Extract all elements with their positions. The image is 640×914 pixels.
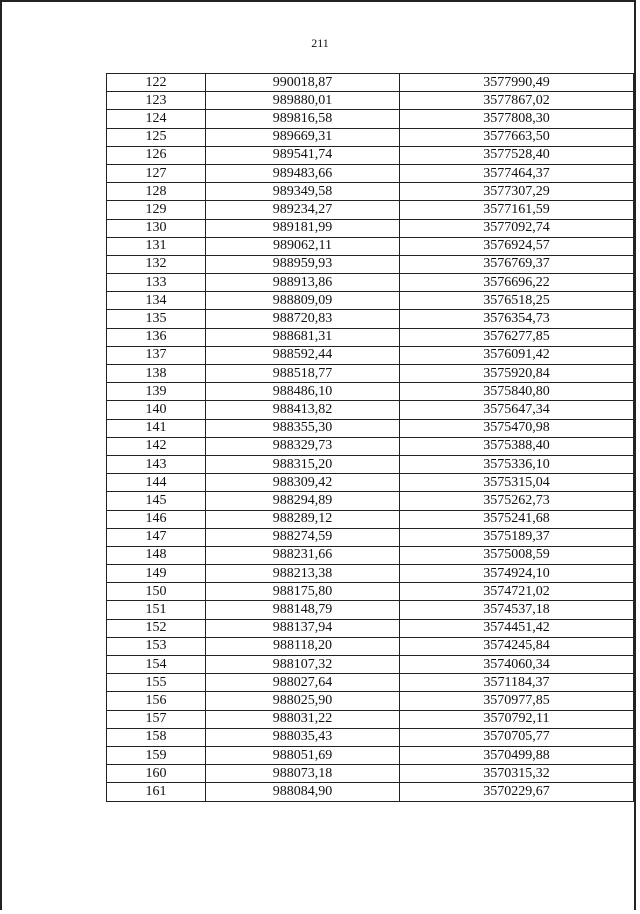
y-coordinate-cell: 3574060,34 [400, 656, 634, 674]
point-number-cell: 149 [107, 565, 206, 583]
table-row [107, 146, 634, 164]
x-coordinate-cell: 988073,18 [206, 765, 400, 783]
y-coordinate-cell: 3574451,42 [400, 619, 634, 637]
table-row [107, 310, 634, 328]
y-coordinate-cell: 3577808,30 [400, 110, 634, 128]
y-coordinate-cell: 3576354,73 [400, 310, 634, 328]
y-coordinate-cell: 3570792,11 [400, 710, 634, 728]
point-number-cell: 137 [107, 346, 206, 364]
table-row [107, 510, 634, 528]
point-number-cell: 135 [107, 310, 206, 328]
x-coordinate-cell: 988107,32 [206, 656, 400, 674]
table-row [107, 419, 634, 437]
y-coordinate-cell: 3577990,49 [400, 74, 634, 92]
table-row [107, 274, 634, 292]
point-number-cell: 144 [107, 474, 206, 492]
y-coordinate-cell: 3575336,10 [400, 455, 634, 473]
x-coordinate-cell: 988035,43 [206, 728, 400, 746]
table-row [107, 455, 634, 473]
table-row [107, 692, 634, 710]
point-number-cell: 127 [107, 164, 206, 182]
y-coordinate-cell: 3577161,59 [400, 201, 634, 219]
point-number-cell: 152 [107, 619, 206, 637]
point-number-cell: 153 [107, 637, 206, 655]
table-row [107, 255, 634, 273]
table-row [107, 292, 634, 310]
table-row [107, 346, 634, 364]
point-number-cell: 130 [107, 219, 206, 237]
x-coordinate-cell: 988231,66 [206, 546, 400, 564]
table-row [107, 583, 634, 601]
table-row [107, 401, 634, 419]
point-number-cell: 132 [107, 255, 206, 273]
point-number-cell: 134 [107, 292, 206, 310]
y-coordinate-cell: 3577528,40 [400, 146, 634, 164]
x-coordinate-cell: 988809,09 [206, 292, 400, 310]
y-coordinate-cell: 3574245,84 [400, 637, 634, 655]
y-coordinate-cell: 3577307,29 [400, 183, 634, 201]
x-coordinate-cell: 988592,44 [206, 346, 400, 364]
table-row [107, 619, 634, 637]
y-coordinate-cell: 3574537,18 [400, 601, 634, 619]
point-number-cell: 148 [107, 546, 206, 564]
table-row [107, 728, 634, 746]
y-coordinate-cell: 3575189,37 [400, 528, 634, 546]
point-number-cell: 124 [107, 110, 206, 128]
point-number-cell: 128 [107, 183, 206, 201]
point-number-cell: 155 [107, 674, 206, 692]
y-coordinate-cell: 3577464,37 [400, 164, 634, 182]
x-coordinate-cell: 988027,64 [206, 674, 400, 692]
x-coordinate-cell: 988913,86 [206, 274, 400, 292]
x-coordinate-cell: 989816,58 [206, 110, 400, 128]
table-row [107, 746, 634, 764]
y-coordinate-cell: 3570499,88 [400, 746, 634, 764]
x-coordinate-cell: 988289,12 [206, 510, 400, 528]
y-coordinate-cell: 3577092,74 [400, 219, 634, 237]
table-row [107, 74, 634, 92]
point-number-cell: 151 [107, 601, 206, 619]
y-coordinate-cell: 3576091,42 [400, 346, 634, 364]
x-coordinate-cell: 988137,94 [206, 619, 400, 637]
x-coordinate-cell: 988518,77 [206, 365, 400, 383]
y-coordinate-cell: 3575840,80 [400, 383, 634, 401]
point-number-cell: 133 [107, 274, 206, 292]
table-row [107, 528, 634, 546]
x-coordinate-cell: 988959,93 [206, 255, 400, 273]
x-coordinate-cell: 988025,90 [206, 692, 400, 710]
point-number-cell: 158 [107, 728, 206, 746]
table-row [107, 601, 634, 619]
point-number-cell: 125 [107, 128, 206, 146]
point-number-cell: 123 [107, 92, 206, 110]
point-number-cell: 147 [107, 528, 206, 546]
point-number-cell: 156 [107, 692, 206, 710]
x-coordinate-cell: 988294,89 [206, 492, 400, 510]
x-coordinate-cell: 989483,66 [206, 164, 400, 182]
table-row [107, 637, 634, 655]
table-row [107, 565, 634, 583]
page-number: 211 [311, 36, 329, 50]
point-number-cell: 145 [107, 492, 206, 510]
x-coordinate-cell: 988329,73 [206, 437, 400, 455]
x-coordinate-cell: 988486,10 [206, 383, 400, 401]
y-coordinate-cell: 3577867,02 [400, 92, 634, 110]
y-coordinate-cell: 3575647,34 [400, 401, 634, 419]
table-row [107, 110, 634, 128]
table-row [107, 546, 634, 564]
table-row [107, 783, 634, 801]
x-coordinate-cell: 988720,83 [206, 310, 400, 328]
y-coordinate-cell: 3575262,73 [400, 492, 634, 510]
point-number-cell: 146 [107, 510, 206, 528]
y-coordinate-cell: 3576696,22 [400, 274, 634, 292]
table-row [107, 656, 634, 674]
table-row [107, 474, 634, 492]
x-coordinate-cell: 988413,82 [206, 401, 400, 419]
x-coordinate-cell: 988031,22 [206, 710, 400, 728]
table-row [107, 492, 634, 510]
table-row [107, 437, 634, 455]
y-coordinate-cell: 3576924,57 [400, 237, 634, 255]
y-coordinate-cell: 3571184,37 [400, 674, 634, 692]
point-number-cell: 140 [107, 401, 206, 419]
y-coordinate-cell: 3575241,68 [400, 510, 634, 528]
x-coordinate-cell: 988315,20 [206, 455, 400, 473]
y-coordinate-cell: 3576769,37 [400, 255, 634, 273]
y-coordinate-cell: 3575315,04 [400, 474, 634, 492]
x-coordinate-cell: 989880,01 [206, 92, 400, 110]
y-coordinate-cell: 3570977,85 [400, 692, 634, 710]
point-number-cell: 131 [107, 237, 206, 255]
point-number-cell: 150 [107, 583, 206, 601]
table-row [107, 765, 634, 783]
table-row [107, 128, 634, 146]
x-coordinate-cell: 989541,74 [206, 146, 400, 164]
table-row [107, 328, 634, 346]
point-number-cell: 139 [107, 383, 206, 401]
point-number-cell: 126 [107, 146, 206, 164]
x-coordinate-cell: 988084,90 [206, 783, 400, 801]
x-coordinate-cell: 988355,30 [206, 419, 400, 437]
table-row [107, 365, 634, 383]
point-number-cell: 157 [107, 710, 206, 728]
point-number-cell: 138 [107, 365, 206, 383]
x-coordinate-cell: 988274,59 [206, 528, 400, 546]
x-coordinate-cell: 989234,27 [206, 201, 400, 219]
table-row [107, 219, 634, 237]
y-coordinate-cell: 3570229,67 [400, 783, 634, 801]
x-coordinate-cell: 988213,38 [206, 565, 400, 583]
x-coordinate-cell: 988175,80 [206, 583, 400, 601]
point-number-cell: 129 [107, 201, 206, 219]
y-coordinate-cell: 3574924,10 [400, 565, 634, 583]
table-row [107, 383, 634, 401]
y-coordinate-cell: 3575470,98 [400, 419, 634, 437]
point-number-cell: 136 [107, 328, 206, 346]
y-coordinate-cell: 3576518,25 [400, 292, 634, 310]
coordinates-table [106, 73, 634, 802]
y-coordinate-cell: 3575008,59 [400, 546, 634, 564]
x-coordinate-cell: 988681,31 [206, 328, 400, 346]
point-number-cell: 161 [107, 783, 206, 801]
x-coordinate-cell: 988309,42 [206, 474, 400, 492]
table-row [107, 237, 634, 255]
table-row [107, 164, 634, 182]
table-row [107, 92, 634, 110]
point-number-cell: 141 [107, 419, 206, 437]
x-coordinate-cell: 988051,69 [206, 746, 400, 764]
table-row [107, 201, 634, 219]
point-number-cell: 160 [107, 765, 206, 783]
table-row [107, 674, 634, 692]
y-coordinate-cell: 3575388,40 [400, 437, 634, 455]
point-number-cell: 122 [107, 74, 206, 92]
y-coordinate-cell: 3570705,77 [400, 728, 634, 746]
y-coordinate-cell: 3574721,02 [400, 583, 634, 601]
x-coordinate-cell: 988148,79 [206, 601, 400, 619]
coordinates-table-body [107, 74, 634, 802]
x-coordinate-cell: 989181,99 [206, 219, 400, 237]
point-number-cell: 159 [107, 746, 206, 764]
x-coordinate-cell: 989062,11 [206, 237, 400, 255]
y-coordinate-cell: 3570315,32 [400, 765, 634, 783]
x-coordinate-cell: 990018,87 [206, 74, 400, 92]
y-coordinate-cell: 3576277,85 [400, 328, 634, 346]
x-coordinate-cell: 989349,58 [206, 183, 400, 201]
point-number-cell: 143 [107, 455, 206, 473]
y-coordinate-cell: 3575920,84 [400, 365, 634, 383]
table-row [107, 710, 634, 728]
point-number-cell: 142 [107, 437, 206, 455]
x-coordinate-cell: 988118,20 [206, 637, 400, 655]
table-row [107, 183, 634, 201]
x-coordinate-cell: 989669,31 [206, 128, 400, 146]
y-coordinate-cell: 3577663,50 [400, 128, 634, 146]
point-number-cell: 154 [107, 656, 206, 674]
